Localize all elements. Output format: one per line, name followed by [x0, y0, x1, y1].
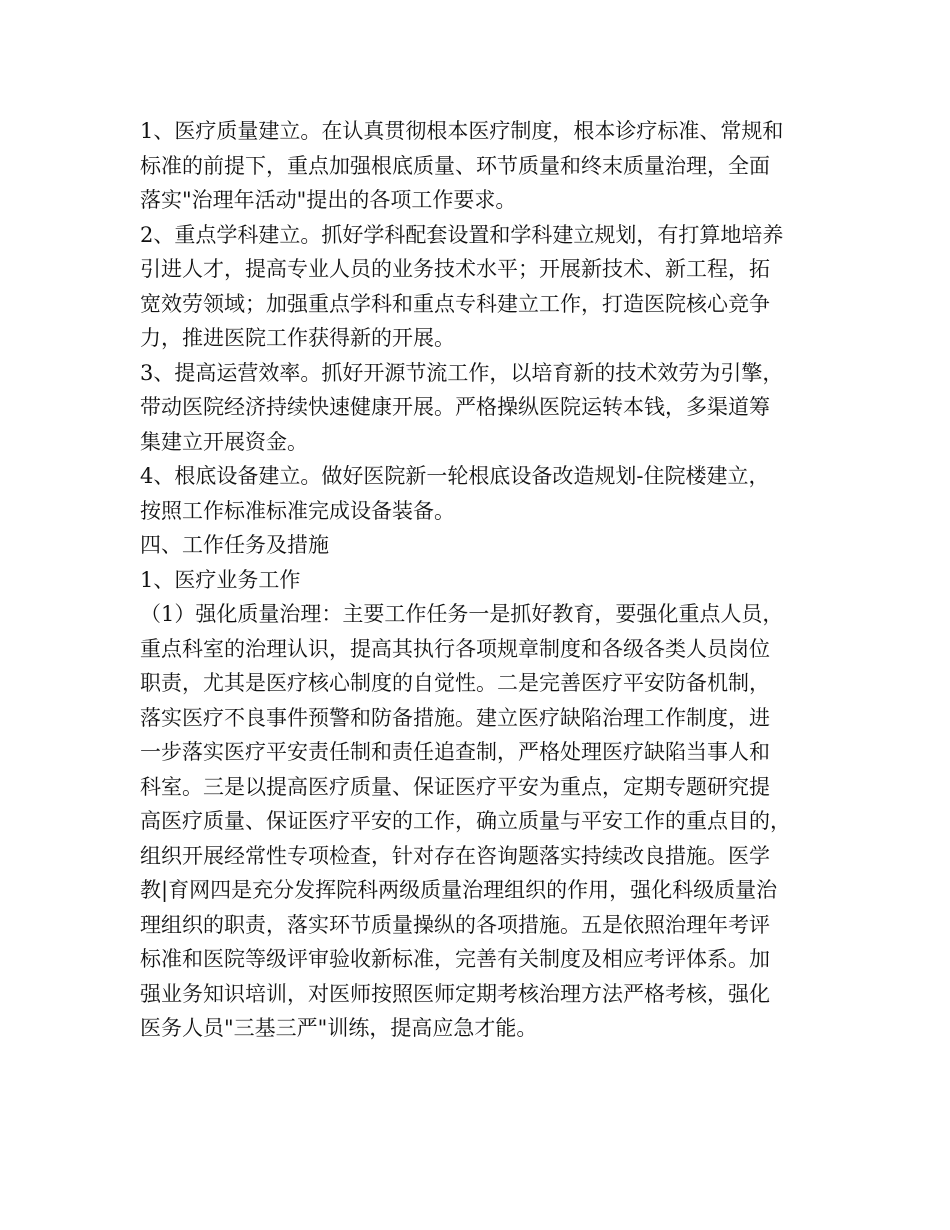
text-line: 落实医疗不良事件预警和防备措施。建立医疗缺陷治理工作制度，进	[140, 705, 770, 730]
text-line: 1、医疗质量建立。在认真贯彻根本医疗制度，根本诊疗标准、常规和	[140, 119, 784, 143]
text-line: 落实"治理年活动"提出的各项工作要求。	[140, 188, 517, 212]
text-line: 强业务知识培训，对医师按照医师定期考核治理方法严格考核，强化	[140, 981, 770, 1006]
text-line: 4、根底设备建立。做好医院新一轮根底设备改造规划-住院楼建立，	[140, 464, 770, 488]
subsection-heading: 1、医疗业务工作	[140, 567, 301, 592]
text-line: 科室。三是以提高医疗质量、保证医疗平安为重点，定期专题研究提	[140, 774, 770, 799]
text-line: 标准和医院等级评审验收新标准，完善有关制度及相应考评体系。加	[140, 947, 770, 971]
text-line: 2、重点学科建立。抓好学科配套设置和学科建立规划，有打算地培养	[140, 222, 784, 247]
text-line: 带动医院经济持续快速健康开展。严格操纵医院运转本钱，多渠道筹	[140, 395, 770, 419]
text-line: 集建立开展资金。	[140, 429, 308, 454]
text-line: 按照工作标准标准完成设备装备。	[140, 498, 455, 523]
text-line: （1）强化质量治理：主要工作任务一是抓好教育，要强化重点人员，	[140, 602, 784, 626]
text-line: 教|育网四是充分发挥院科两级质量治理组织的作用，强化科级质量治	[140, 878, 778, 902]
text-line: 医务人员"三基三严"训练，提高应急才能。	[140, 1016, 538, 1040]
section-heading: 四、工作任务及措施	[140, 533, 329, 557]
text-line: 理组织的职责，落实环节质量操纵的各项措施。五是依照治理年考评	[140, 912, 770, 937]
text-line: 组织开展经常性专项检查，针对存在咨询题落实持续改良措施。医学	[140, 843, 770, 868]
text-line: 职责，尤其是医疗核心制度的自觉性。二是完善医疗平安防备机制，	[140, 671, 770, 695]
text-line: 标准的前提下，重点加强根底质量、环节质量和终末质量治理，全面	[140, 153, 770, 178]
text-line: 高医疗质量、保证医疗平安的工作，确立质量与平安工作的重点目的，	[140, 809, 791, 833]
text-line: 一步落实医疗平安责任制和责任追查制，严格处理医疗缺陷当事人和	[140, 740, 770, 764]
text-line: 3、提高运营效率。抓好开源节流工作，以培育新的技术效劳为引擎，	[140, 360, 784, 385]
text-line: 宽效劳领域；加强重点学科和重点专科建立工作，打造医院核心竞争	[140, 291, 770, 316]
text-line: 重点科室的治理认识，提高其执行各项规章制度和各级各类人员岗位	[140, 636, 770, 661]
text-line: 力，推进医院工作获得新的开展。	[140, 326, 455, 350]
text-line: 引进人才，提高专业人员的业务技术水平；开展新技术、新工程，拓	[140, 257, 770, 281]
